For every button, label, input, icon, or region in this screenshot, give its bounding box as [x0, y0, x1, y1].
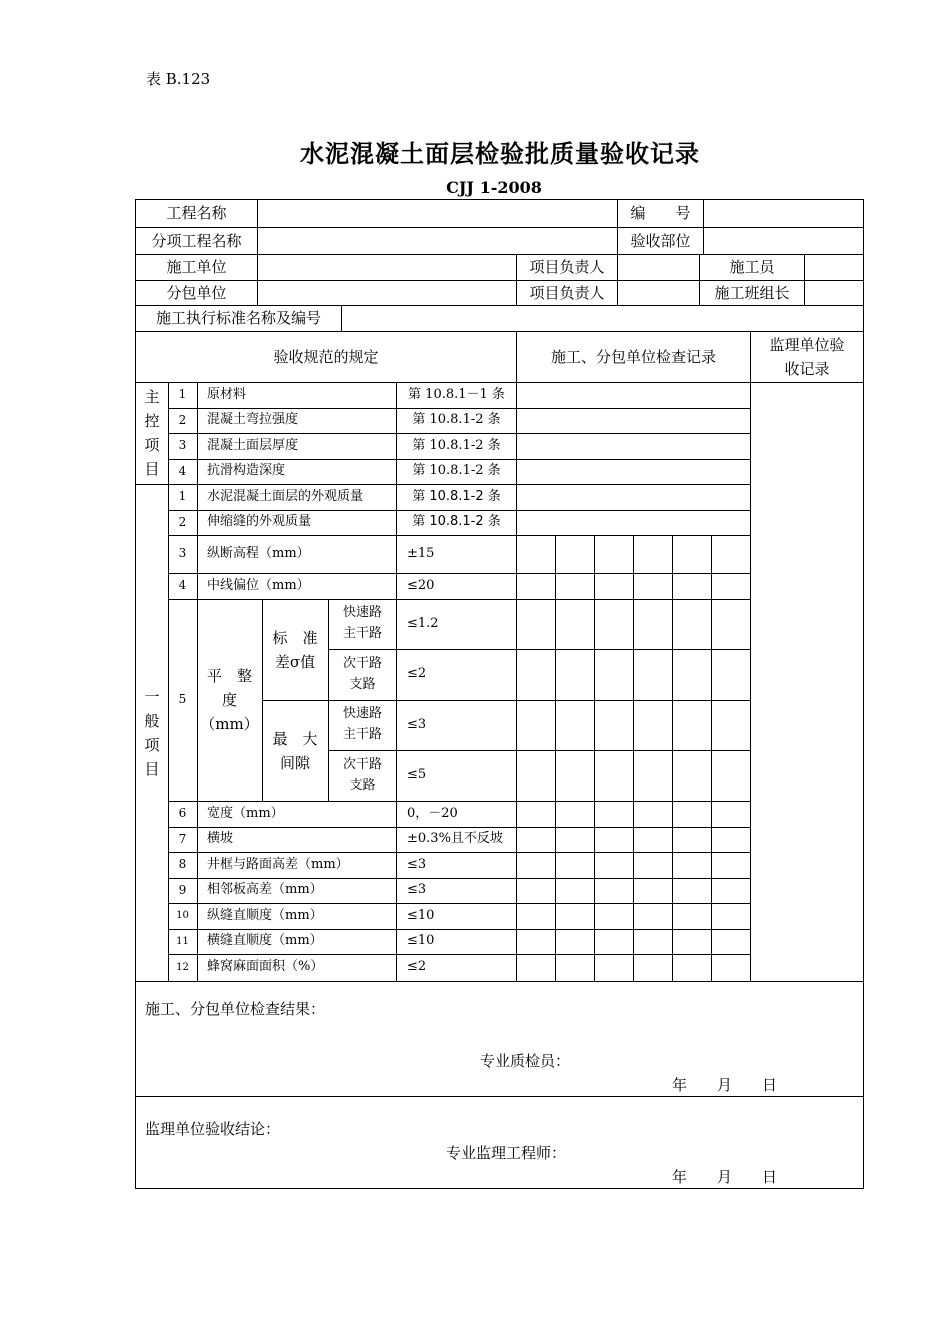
engineer-label: 专业监理工程师：: [446, 1144, 567, 1162]
item-name: 蜂窝麻面面积（%）: [207, 959, 324, 975]
item-number: 12: [176, 961, 189, 973]
item-name: 抗滑构造深度: [207, 463, 286, 479]
road-class: 次干路 支路: [342, 756, 382, 793]
spec-column-header: 验收规范的规定: [273, 347, 379, 366]
road-class: 次干路 支路: [342, 655, 382, 692]
item-number: 11: [176, 935, 189, 947]
table-number: 表 B.123: [146, 70, 211, 88]
item-tolerance: ≤1.2: [407, 615, 439, 631]
item-number: 4: [178, 463, 187, 478]
item-name: 中线偏位（mm）: [207, 577, 310, 593]
project-manager-label: 项目负责人: [529, 258, 605, 276]
item-name: 井框与路面高差（mm）: [207, 856, 349, 872]
item-number: 1: [178, 387, 187, 402]
item-clause: 第 10.8.1-2 条: [412, 412, 501, 428]
max-gap-label: 最 大 间隙: [272, 729, 318, 772]
std-dev-label: 标 准 差σ值: [272, 628, 318, 671]
main-control-group-label: 主 控 项 目: [144, 388, 160, 478]
subcontractor-label: 分包单位: [166, 283, 227, 302]
general-group-label: 一 般 项 目: [144, 687, 160, 778]
item-clause: 第 10.8.1-2 条: [412, 488, 501, 504]
item-name: 伸缩缝的外观质量: [207, 514, 312, 530]
item-number: 1: [178, 489, 187, 504]
date-line-2: 年 月 日: [672, 1168, 778, 1186]
team-leader-label: 施工班组长: [714, 283, 790, 302]
item-number: 7: [178, 831, 187, 846]
item-tolerance: ≤2: [407, 666, 427, 682]
item-number: 2: [178, 514, 187, 529]
item-number: 6: [178, 806, 187, 821]
item-name: 原材料: [207, 386, 247, 402]
inspector-label: 专业质检员：: [480, 1052, 571, 1070]
item-number: 9: [178, 882, 187, 897]
supervisor-conclusion-label: 监理单位验收结论：: [145, 1120, 281, 1138]
supervisor-record-column-header: 监理单位验 收记录: [769, 335, 845, 378]
check-result-label: 施工、分包单位检查结果：: [145, 1000, 326, 1018]
constructor-label: 施工单位: [166, 258, 227, 276]
item-clause: 第 10.8.1-2 条: [412, 514, 501, 530]
date-line-1: 年 月 日: [672, 1076, 778, 1094]
exec-standard-label: 施工执行标准名称及编号: [155, 309, 321, 327]
item-tolerance: ≤20: [407, 577, 435, 593]
item-number: 3: [178, 546, 187, 561]
item-number: 10: [176, 910, 189, 921]
item-tolerance: ≤5: [407, 767, 427, 783]
item-name: 纵缝直顺度（mm）: [207, 907, 323, 923]
item-name: 混凝土弯拉强度: [207, 412, 299, 428]
item-tolerance: ≤3: [407, 882, 427, 898]
road-class: 快速路 主干路: [342, 706, 382, 742]
item-name: 混凝土面层厚度: [207, 437, 299, 453]
item-tolerance: ±15: [407, 545, 435, 561]
item-tolerance: ≤2: [407, 959, 427, 975]
item-tolerance: ≤3: [407, 716, 427, 732]
item-clause: 第 10.8.1－1 条: [408, 386, 505, 402]
page-title: 水泥混凝土面层检验批质量验收记录: [300, 139, 700, 168]
flatness-label: 平 整 度 （mm）: [200, 667, 259, 733]
item-clause: 第 10.8.1-2 条: [412, 437, 501, 453]
sub-project-label: 分项工程名称: [151, 231, 242, 250]
item-tolerance: ≤3: [407, 856, 427, 872]
check-record-column-header: 施工、分包单位检查记录: [550, 347, 716, 366]
site-worker-label: 施工员: [729, 258, 775, 276]
item-clause: 第 10.8.1-2 条: [412, 463, 501, 479]
item-name: 横坡: [207, 831, 234, 847]
item-number: 2: [178, 412, 187, 427]
item-name: 宽度（mm）: [207, 805, 284, 821]
item-name: 相邻板高差（mm）: [207, 882, 323, 898]
item-number: 4: [178, 578, 187, 593]
item-tolerance: ±0.3%且不反坡: [407, 831, 503, 847]
road-class: 快速路 主干路: [342, 605, 382, 641]
item-tolerance: 0，－20: [407, 805, 458, 821]
acceptance-part-label: 验收部位: [630, 231, 691, 250]
project-name-label: 工程名称: [166, 204, 227, 222]
standard-code: CJJ 1-2008: [446, 178, 542, 197]
item-number: 3: [178, 438, 187, 453]
number-label: 编 号: [630, 204, 691, 222]
project-manager-2-label: 项目负责人: [529, 283, 605, 302]
item-name: 横缝直顺度（mm）: [207, 933, 323, 949]
item-tolerance: ≤10: [407, 907, 435, 923]
item-number: 5: [178, 692, 187, 707]
item-number: 8: [178, 857, 187, 872]
item-tolerance: ≤10: [407, 933, 435, 949]
item-name: 纵断高程（mm）: [207, 545, 310, 561]
item-name: 水泥混凝土面层的外观质量: [207, 488, 364, 504]
